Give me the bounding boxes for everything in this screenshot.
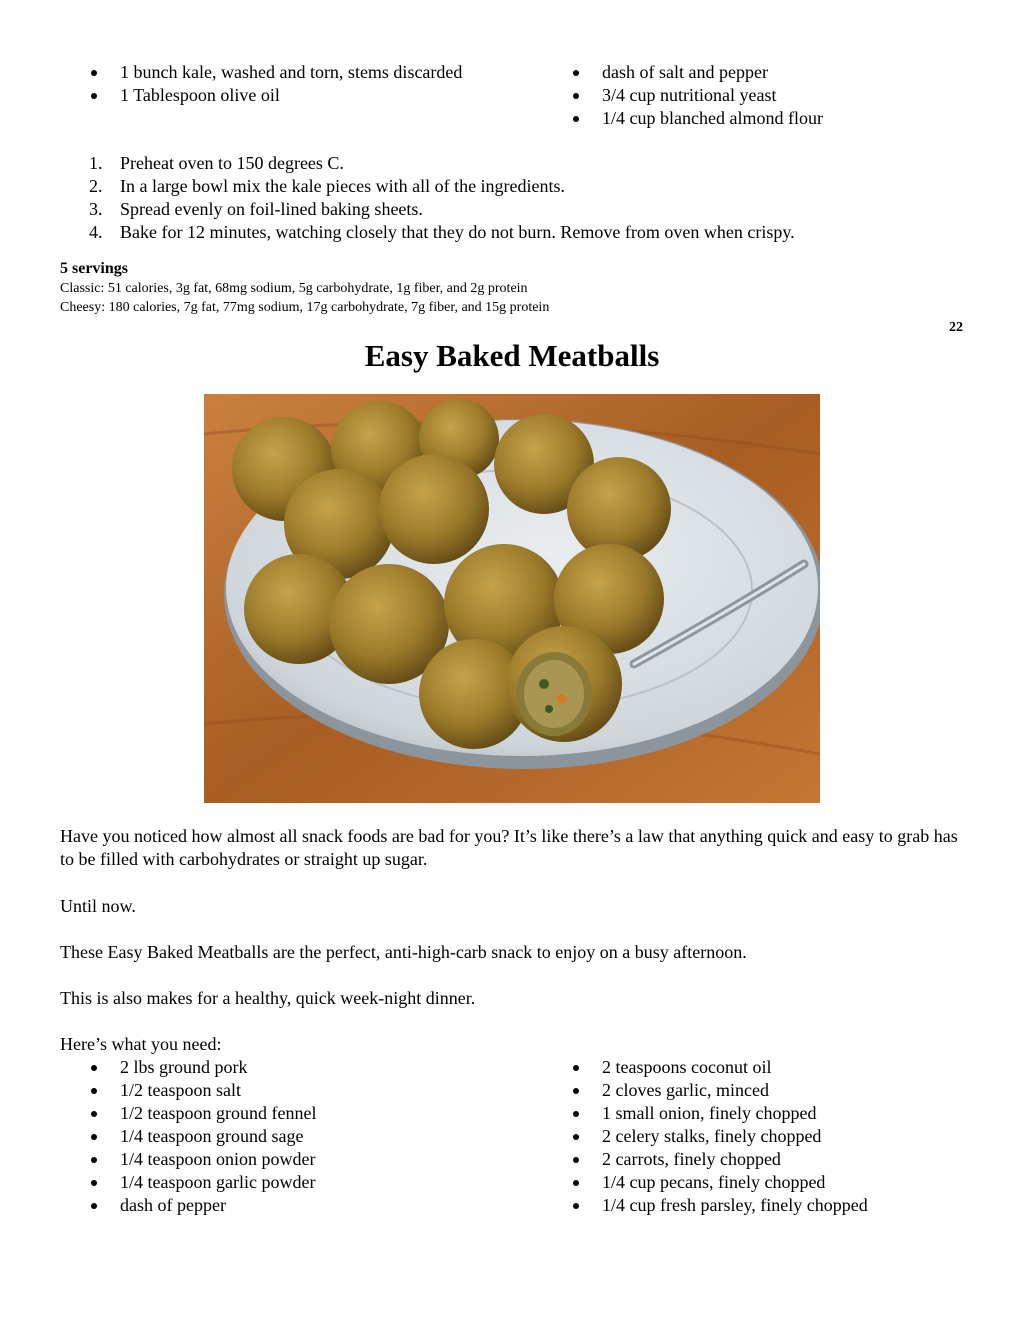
- step-text: Preheat oven to 150 degrees C.: [120, 153, 344, 173]
- list-item: 2 cloves garlic, minced: [542, 1079, 982, 1102]
- intro-paragraph: Have you noticed how almost all snack foods are bad for you? It’s like there’s a law that anything quick and easy to grab has to be filled with carbohydrates or straight up sugar.: [60, 826, 958, 869]
- list-item: 2 lbs ground pork: [60, 1056, 500, 1079]
- ingredients-heading: Here’s what you need:: [60, 1034, 222, 1054]
- list-item: 2 teaspoons coconut oil: [542, 1056, 982, 1079]
- list-item: 1 Tablespoon olive oil: [60, 84, 480, 107]
- list-item: 1 small onion, finely chopped: [542, 1102, 982, 1125]
- paragraph: Until now.: [60, 896, 136, 916]
- list-item: 2 celery stalks, finely chopped: [542, 1125, 982, 1148]
- list-item: 1/4 cup blanched almond flour: [542, 107, 962, 130]
- page-number: 22: [949, 320, 963, 335]
- ingredients-left: [60, 1056, 500, 1217]
- meatballs-photo: [204, 394, 820, 803]
- list-item: dash of salt and pepper: [542, 61, 962, 84]
- ingredients-right: [542, 1056, 982, 1217]
- step-number: 2.: [89, 176, 103, 196]
- meatballs-illustration: [204, 394, 820, 803]
- list-item: 3/4 cup nutritional yeast: [542, 84, 962, 107]
- list-item: dash of pepper: [60, 1194, 500, 1217]
- paragraph: This is also makes for a healthy, quick week-night dinner.: [60, 988, 476, 1008]
- step-item: [60, 175, 960, 198]
- step-text: In a large bowl mix the kale pieces with all of the ingredients.: [120, 176, 566, 196]
- list-item: 1/4 cup fresh parsley, finely chopped: [542, 1194, 982, 1217]
- step-number: 4.: [89, 222, 103, 242]
- prev-ingredients-right: [542, 61, 962, 130]
- step-text: Spread evenly on foil-lined baking sheets.: [120, 199, 423, 219]
- prev-ingredients-left: [60, 61, 480, 107]
- list-item: 1/4 teaspoon ground sage: [60, 1125, 500, 1148]
- servings-heading: 5 servings: [60, 260, 128, 277]
- step-number: 3.: [89, 199, 103, 219]
- step-number: 1.: [89, 153, 103, 173]
- nutrition-classic: Classic: 51 calories, 3g fat, 68mg sodium, 5g carbohydrate, 1g fiber, and 2g protein: [60, 281, 528, 296]
- list-item: 1/2 teaspoon ground fennel: [60, 1102, 500, 1125]
- recipe-title: Easy Baked Meatballs: [364, 338, 660, 373]
- step-item: [60, 152, 960, 175]
- list-item: 1/4 teaspoon garlic powder: [60, 1171, 500, 1194]
- step-item: [60, 198, 960, 221]
- step-item: [60, 221, 960, 244]
- list-item: 2 carrots, finely chopped: [542, 1148, 982, 1171]
- nutrition-cheesy: Cheesy: 180 calories, 7g fat, 77mg sodium, 17g carbohydrate, 7g fiber, and 15g protein: [60, 300, 550, 315]
- list-item: 1/4 teaspoon onion powder: [60, 1148, 500, 1171]
- list-item: 1/2 teaspoon salt: [60, 1079, 500, 1102]
- paragraph: These Easy Baked Meatballs are the perfect, anti-high-carb snack to enjoy on a busy afternoon.: [60, 942, 747, 962]
- step-text: Bake for 12 minutes, watching closely that they do not burn. Remove from oven when crispy.: [120, 222, 795, 242]
- list-item: 1/4 cup pecans, finely chopped: [542, 1171, 982, 1194]
- prev-steps: [60, 152, 960, 244]
- list-item: 1 bunch kale, washed and torn, stems discarded: [60, 61, 480, 84]
